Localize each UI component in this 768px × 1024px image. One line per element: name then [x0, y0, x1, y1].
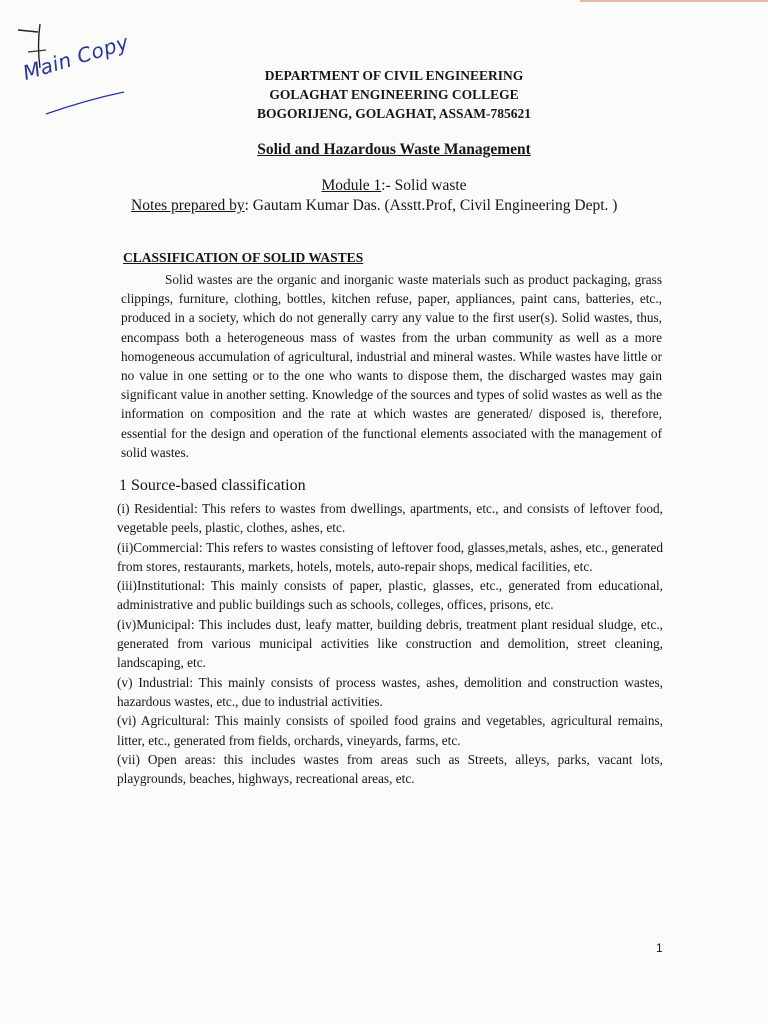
college-address: BOGORIJENG, GOLAGHAT, ASSAM-785621	[256, 106, 532, 121]
list-item: (i) Residential: This refers to wastes from dwellings, apartments, etc., and consists of leftover food, vegetable peels, plastic, clothes, ashes, etc.	[117, 501, 663, 536]
department-name: DEPARTMENT OF CIVIL ENGINEERING	[264, 68, 524, 83]
list-item: (ii)Commercial: This refers to wastes consisting of leftover food, glasses,metals, ashes, etc., generated from stores, restaurants, markets, hotels, motels, auto-repair shops, medical facilities, etc.	[117, 539, 663, 574]
list-item: (iii)Institutional: This mainly consists of paper, plastic, glasses, etc., generated from educational, administrative and public buildings such as schools, colleges, offices, prisons, etc.	[117, 578, 663, 613]
notes-author-line	[131, 197, 617, 215]
list-item: (iv)Municipal: This includes dust, leafy matter, building debris, treatment plant residual sludge, etc., generated from various municipal activities like construction and demolition, street cleaning, landscaping, etc.	[117, 616, 663, 671]
list-item: (vii) Open areas: this includes wastes from areas such as Streets, alleys, parks, vacant lots, playgrounds, beaches, highways, recreational areas, etc.	[117, 751, 663, 787]
module-topic: :- Solid waste	[381, 177, 467, 194]
page-number: 1	[656, 941, 663, 955]
list-item: (vi) Agricultural: This mainly consists of spoiled food grains and vegetables, agricultural remains, litter, etc., generated from fields, orchards, vineyards, farms, etc.	[117, 713, 663, 748]
module-label: Module 1	[321, 177, 382, 194]
college-name: GOLAGHAT ENGINEERING COLLEGE	[269, 87, 519, 102]
classification-list	[117, 499, 663, 788]
notes-author: : Gautam Kumar Das. (Asstt.Prof, Civil Engineering Dept. )	[244, 197, 618, 214]
page-edge-mark	[580, 0, 768, 2]
section-heading: CLASSIFICATION OF SOLID WASTES	[123, 250, 364, 265]
handwritten-note: Main Copy	[20, 30, 132, 85]
intro-paragraph: Solid wastes are the organic and inorganic waste materials such as product packaging, grass clippings, furniture, clothing, bottles, kitchen refuse, paper, appliances, paint cans, batteries, etc., produced in a society, which do not generally carry any value to the first user(s). Solid wastes, thus, encompass both a heterogeneous mass of wastes from the urban community as well as a more homogeneous accumulation of agricultural, industrial and mineral wastes. While wastes have little or no value in one setting or to the one who wants to dispose them, the discharged wastes may gain significant value in another setting. Knowledge of the sources and types of solid wastes as well as the information on composition and the rate at which wastes are generated/ disposed is, therefore, essential for the design and operation of the functional elements associated with the management of solid wastes.	[121, 272, 662, 460]
sub-heading: 1 Source-based classification	[119, 477, 306, 494]
course-title: Solid and Hazardous Waste Management	[257, 141, 531, 158]
module-line	[0, 177, 768, 195]
notes-label: Notes prepared by	[131, 197, 245, 214]
list-item: (v) Industrial: This mainly consists of process wastes, ashes, demolition and construction wastes, hazardous wastes, etc., due to industrial activities.	[117, 674, 663, 709]
